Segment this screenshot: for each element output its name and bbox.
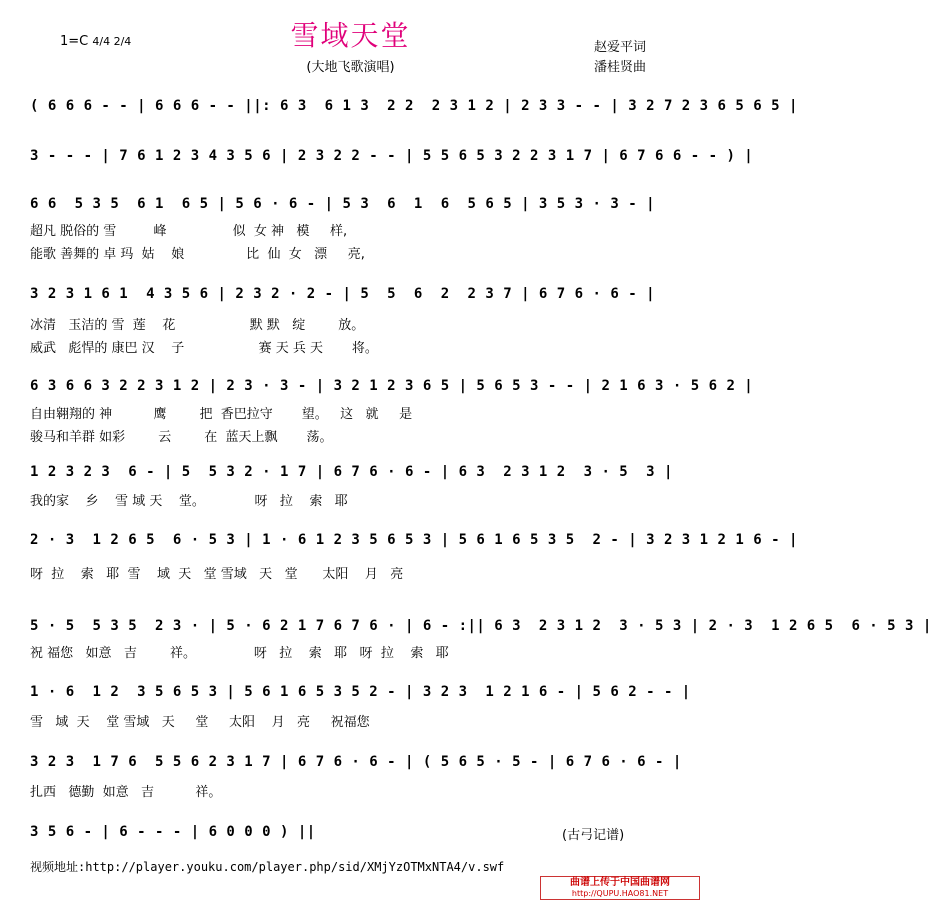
watermark-url: http://QUPU.HAO81.NET [571,889,669,898]
score-line-9: 1 · 6 1 2 3 5 6 5 3 | 5 6 1 6 5 3 5 2 - | 3 2 3 1 2 1 6 - | 5 6 2 - - | [30,684,691,700]
lyricist-credit: 赵爱平词 [594,40,647,55]
lyric-line-5b: 骏马和羊群 如彩 云 在 蓝天上飘 荡。 [30,430,333,445]
score-line-4: 3 2 3 1 6 1 4 3 5 6 | 2 3 2 · 2 - | 5 5 6 2 2 3 7 | 6 7 6 · 6 - | [30,286,656,302]
score-line-7: 2 · 3 1 2 6 5 6 · 5 3 | 1 · 6 1 2 3 5 6 5 3 | 5 6 1 6 5 3 5 2 - | 3 2 3 1 2 1 6 - | [30,532,798,548]
lyric-line-3b: 能歌 善舞的 卓 玛 姑 娘 比 仙 女 漂 亮, [30,247,365,262]
key-label: 1=C [60,34,89,49]
time-signature: 4/4 2/4 [92,35,132,48]
score-line-10: 3 2 3 1 7 6 5 5 6 2 3 1 7 | 6 7 6 · 6 - | ( 5 6 5 · 5 - | 6 7 6 · 6 - | [30,754,682,770]
lyric-line-6: 我的家 乡 雪 域 天 堂。 呀 拉 索 耶 [30,494,348,509]
score-line-6: 1 2 3 2 3 6 - | 5 5 3 2 · 1 7 | 6 7 6 · 6 - | 6 3 2 3 1 2 3 · 5 3 | [30,464,673,480]
lyric-line-4b: 威武 彪悍的 康巴 汉 子 赛 天 兵 天 将。 [30,341,378,356]
lyric-line-9: 雪 域 天 堂 雪域 天 堂 太阳 月 亮 祝福您 [30,715,370,730]
score-line-11: 3 5 6 - | 6 - - - | 6 0 0 0 ) || [30,824,316,840]
lyric-line-7: 呀 拉 索 耶 雪 域 天 堂 雪域 天 堂 太阳 月 亮 [30,567,404,582]
composer-credit: 潘桂贤曲 [594,60,647,75]
lyric-line-8: 祝 福您 如意 吉 祥。 呀 拉 索 耶 呀 拉 索 耶 [30,646,449,661]
key-signature [60,34,131,49]
score-line-3: 6 6 5 3 5 6 1 6 5 | 5 6 · 6 - | 5 3 6 1 6 5 6 5 | 3 5 3 · 3 - | [30,196,656,212]
score-line-8: 5 · 5 5 3 5 2 3 · | 5 · 6 2 1 7 6 7 6 · | 6 - :|| 6 3 2 3 1 2 3 · 5 3 | 2 · 3 1 2 6 5 6 · 5 3 | [30,618,932,634]
song-title: 雪域天堂 [290,19,411,52]
video-url: 视频地址:http://player.youku.com/player.php/sid/XMjYzOTMxNTA4/v.swf [30,860,505,874]
lyric-line-10: 扎西 德勤 如意 吉 祥。 [30,785,222,800]
score-line-1: ( 6 6 6 - - | 6 6 6 - - ||: 6 3 6 1 3 2 2 2 3 1 2 | 2 3 3 - - | 3 2 7 2 3 6 5 6 5 | [30,98,798,114]
score-line-2: 3 - - - | 7 6 1 2 3 4 3 5 6 | 2 3 2 2 - - | 5 5 6 5 3 2 2 3 1 7 | 6 7 6 6 - - ) | [30,148,754,164]
lyric-line-5a: 自由翱翔的 神 鹰 把 香巴拉守 望。 这 就 是 [30,407,413,422]
watermark [540,876,700,900]
score-line-5: 6 3 6 6 3 2 2 3 1 2 | 2 3 · 3 - | 3 2 1 2 3 6 5 | 5 6 5 3 - - | 2 1 6 3 · 5 6 2 | [30,378,754,394]
lyric-line-3a: 超凡 脱俗的 雪 峰 似 女 神 模 样, [30,224,348,239]
lyric-line-4a: 冰清 玉洁的 雪 莲 花 默 默 绽 放。 [30,318,365,333]
song-subtitle: (大地飞歌演唱) [306,60,395,75]
watermark-title: 曲谱上传于中国曲谱网 [570,877,670,888]
notation-credit: (古弓记谱) [562,828,625,843]
